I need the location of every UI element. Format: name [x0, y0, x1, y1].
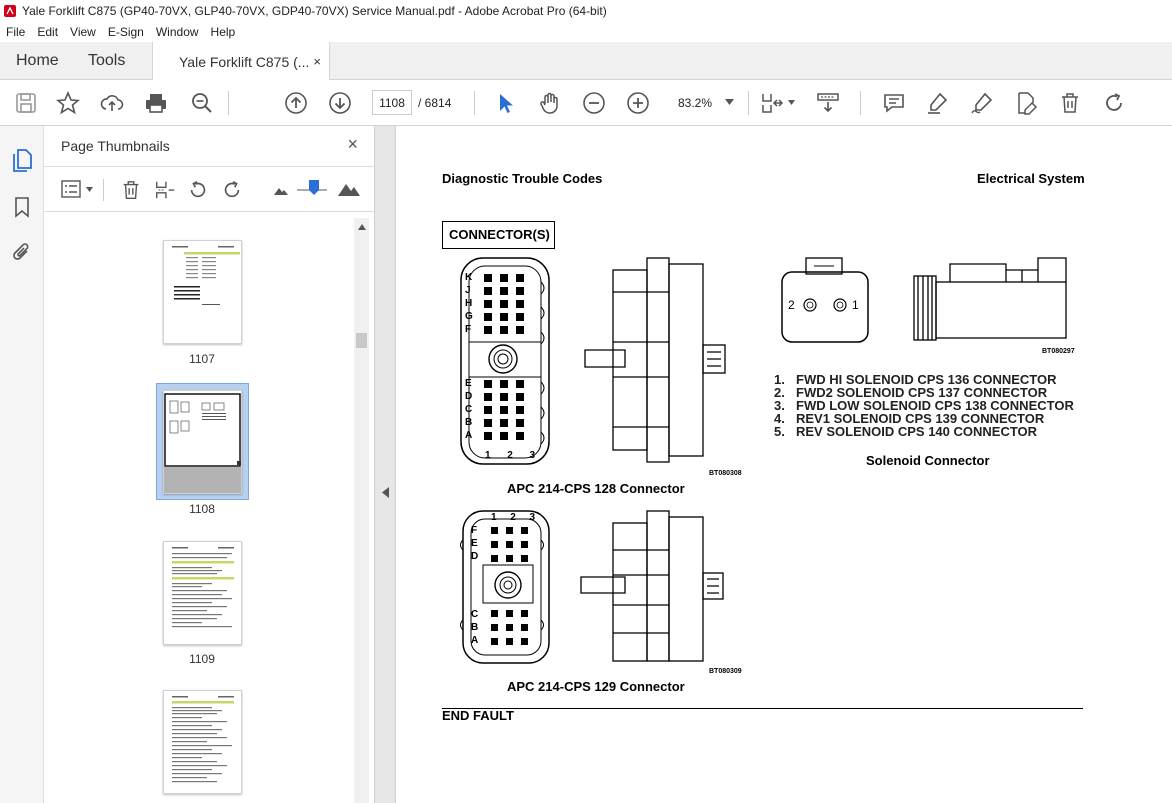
- solenoid-list: [774, 373, 1074, 438]
- list-item: [774, 425, 1074, 438]
- list-number: 4.: [774, 411, 785, 426]
- panel-close-icon[interactable]: ×: [347, 134, 358, 154]
- row-labels-bottom: [471, 608, 478, 647]
- edit-pdf-icon[interactable]: [1014, 91, 1038, 115]
- comment-icon[interactable]: [882, 91, 906, 115]
- scroll-mode-icon[interactable]: [816, 91, 840, 115]
- pin-label: 2: [788, 298, 795, 312]
- thumbnail-preview: [164, 542, 241, 644]
- window-title: Yale Forklift C875 (GP40-70VX, GLP40-70VX, GDP40-70VX) Service Manual.pdf - Adobe Acrobat Pro (64-bit): [22, 4, 607, 18]
- delete-icon[interactable]: [1058, 91, 1082, 115]
- row-label: F: [471, 525, 478, 536]
- row-label: E: [471, 538, 478, 549]
- scroll-up-icon[interactable]: [358, 224, 366, 230]
- thumbnail-preview: [164, 241, 241, 343]
- row-label: D: [465, 391, 473, 402]
- menu-help[interactable]: Help: [210, 25, 236, 39]
- thumbnail-page[interactable]: [163, 690, 242, 794]
- thumbnail-label: 1109: [189, 652, 215, 666]
- pin-label: 1: [852, 298, 859, 312]
- rotate-left-icon[interactable]: [187, 178, 209, 202]
- toolbar-separator: [748, 91, 749, 115]
- tab-bar: [0, 42, 1172, 80]
- list-text: REV1 SOLENOID CPS 139 CONNECTOR: [796, 411, 1045, 426]
- zoom-in-icon[interactable]: [626, 91, 650, 115]
- panel-toolbar: [44, 166, 374, 212]
- row-label: K: [465, 272, 473, 283]
- menu-file[interactable]: File: [6, 25, 26, 39]
- slider-handle-icon[interactable]: [309, 180, 319, 195]
- hand-icon[interactable]: [538, 91, 562, 115]
- star-icon[interactable]: [56, 91, 80, 115]
- list-number: 1.: [774, 372, 785, 387]
- page-thumbnails-icon[interactable]: [11, 148, 33, 172]
- apc-cps128-connector-diagram: [455, 252, 755, 482]
- row-label: F: [465, 324, 472, 335]
- sign-icon[interactable]: [970, 91, 994, 115]
- figure-code: BT080308: [709, 470, 742, 477]
- row-label: J: [465, 285, 471, 296]
- tab-document[interactable]: [152, 42, 330, 81]
- attachment-icon[interactable]: [12, 241, 32, 263]
- column-label: 3: [529, 450, 535, 461]
- row-label: A: [471, 635, 479, 646]
- list-number: 5.: [774, 424, 785, 439]
- thumbnail-preview: [164, 691, 241, 793]
- figure-code: BT080297: [1042, 348, 1075, 355]
- extract-pages-icon[interactable]: [154, 178, 176, 202]
- row-labels-bottom: [465, 377, 472, 442]
- tab-close-icon[interactable]: ×: [313, 54, 321, 69]
- column-label: 3: [529, 512, 535, 523]
- zoom-select[interactable]: [670, 90, 740, 115]
- row-label: H: [465, 298, 473, 309]
- acrobat-icon: [4, 5, 16, 17]
- rotate-right-icon[interactable]: [221, 178, 243, 202]
- row-label: G: [465, 311, 473, 322]
- zoom-out-icon[interactable]: [582, 91, 606, 115]
- toolbar-separator: [860, 91, 861, 115]
- menu-bar: [0, 22, 1172, 42]
- column-labels: [485, 450, 535, 461]
- menu-window[interactable]: Window: [155, 25, 199, 39]
- print-icon[interactable]: [144, 91, 168, 115]
- column-label: 2: [507, 450, 513, 461]
- thumbnail-page[interactable]: [163, 541, 242, 645]
- row-labels-top: [471, 524, 478, 563]
- row-labels-top: [465, 271, 473, 336]
- page-down-icon[interactable]: [328, 91, 352, 115]
- options-menu-icon[interactable]: [61, 180, 81, 198]
- figure-code: BT080309: [709, 668, 742, 675]
- column-labels: [491, 512, 535, 523]
- list-number: 2.: [774, 385, 785, 400]
- tab-home[interactable]: Home: [16, 52, 59, 69]
- thumbnails-scrollbar[interactable]: [354, 218, 369, 803]
- left-rail: [0, 126, 44, 803]
- select-arrow-icon[interactable]: [494, 91, 518, 115]
- small-mountain-icon[interactable]: [274, 185, 288, 195]
- chevron-down-icon: [725, 99, 734, 105]
- list-text: FWD HI SOLENOID CPS 136 CONNECTOR: [796, 372, 1057, 387]
- figure-caption: APC 214-CPS 129 Connector: [507, 679, 685, 694]
- thumbnail-preview: [164, 391, 241, 493]
- delete-page-icon[interactable]: [120, 178, 142, 202]
- list-text: REV SOLENOID CPS 140 CONNECTOR: [796, 424, 1038, 439]
- save-icon[interactable]: [14, 91, 38, 115]
- page-up-icon[interactable]: [284, 91, 308, 115]
- upload-icon[interactable]: [100, 91, 124, 115]
- row-label: D: [471, 551, 479, 562]
- menu-esign[interactable]: E-Sign: [107, 25, 144, 39]
- list-text: FWD LOW SOLENOID CPS 138 CONNECTOR: [796, 398, 1074, 413]
- title-bar: [0, 0, 1172, 22]
- scrollbar-thumb[interactable]: [356, 333, 367, 348]
- page-total: / 6814: [418, 96, 452, 110]
- thumbnail-page-current[interactable]: [163, 390, 242, 494]
- fit-page-icon[interactable]: [760, 91, 784, 115]
- panel-splitter[interactable]: [374, 126, 396, 803]
- row-label: E: [465, 378, 472, 389]
- figure-caption: APC 214-CPS 128 Connector: [507, 481, 685, 496]
- panel-title: Page Thumbnails: [61, 138, 170, 154]
- page-number-input[interactable]: 1108: [372, 90, 412, 115]
- column-label: 1: [491, 512, 497, 523]
- zoom-value: 83.2%: [678, 95, 713, 110]
- chevron-down-icon[interactable]: [788, 100, 795, 105]
- list-number: 3.: [774, 398, 785, 413]
- thumbnail-label: 1107: [189, 352, 215, 366]
- column-label: 1: [485, 450, 491, 461]
- large-mountain-icon[interactable]: [338, 181, 360, 196]
- row-label: C: [465, 404, 473, 415]
- doc-header-right: Electrical System: [977, 171, 1085, 186]
- redo-icon[interactable]: [1102, 91, 1126, 115]
- doc-header-left: Diagnostic Trouble Codes: [442, 171, 603, 186]
- end-fault-text: END FAULT: [442, 708, 514, 723]
- chevron-down-icon[interactable]: [86, 187, 93, 192]
- highlight-icon[interactable]: [926, 91, 950, 115]
- apc-cps129-connector-diagram: [455, 505, 755, 675]
- solenoid-connector-diagram: [778, 252, 1073, 352]
- zoom-search-icon[interactable]: [190, 91, 214, 115]
- tab-tools[interactable]: Tools: [88, 52, 126, 69]
- toolbar-separator: [228, 91, 229, 115]
- menu-view[interactable]: View: [70, 25, 96, 39]
- panel-separator: [103, 179, 104, 201]
- end-rule: [442, 708, 1083, 709]
- thumbnail-page[interactable]: [163, 240, 242, 344]
- thumbnail-label: 1108: [189, 502, 215, 516]
- menu-edit[interactable]: Edit: [37, 25, 59, 39]
- collapse-panel-icon[interactable]: [382, 487, 389, 498]
- toolbar-separator: [474, 91, 475, 115]
- row-label: B: [465, 417, 473, 428]
- row-label: C: [471, 609, 479, 620]
- bookmark-icon[interactable]: [14, 196, 30, 218]
- figure-caption: Solenoid Connector: [866, 453, 990, 468]
- list-text: FWD2 SOLENOID CPS 137 CONNECTOR: [796, 385, 1048, 400]
- tab-document-label: Yale Forklift C875 (...: [179, 53, 310, 70]
- row-label: B: [471, 622, 479, 633]
- row-label: A: [465, 430, 473, 441]
- connector-heading: CONNECTOR(S): [449, 227, 550, 242]
- column-label: 2: [510, 512, 516, 523]
